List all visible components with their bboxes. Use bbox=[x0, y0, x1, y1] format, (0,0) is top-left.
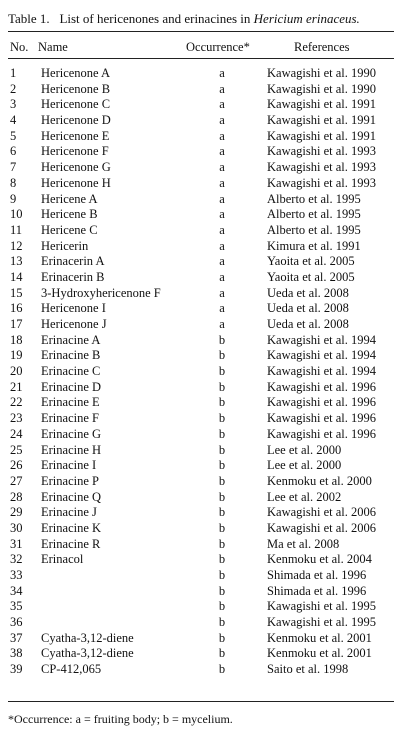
occurrence: a bbox=[219, 269, 225, 284]
occurrence: b bbox=[218, 442, 226, 457]
table-row bbox=[0, 474, 402, 490]
row-number: 1 bbox=[10, 66, 17, 80]
compound-name: Hericenone E bbox=[41, 128, 110, 143]
table-row bbox=[0, 364, 402, 380]
table-row bbox=[0, 662, 402, 678]
row-number: 13 bbox=[10, 254, 23, 269]
header-rule bbox=[8, 58, 394, 59]
row-number: 14 bbox=[10, 269, 23, 284]
footnote: *Occurrence: a = fruiting body; b = mycelium. bbox=[8, 712, 233, 726]
row-number: 29 bbox=[10, 505, 23, 520]
occurrence: b bbox=[218, 568, 226, 582]
compound-name: Erinacine B bbox=[41, 348, 101, 363]
reference: Kawagishi et al. 2006 bbox=[267, 520, 377, 535]
table-row bbox=[0, 66, 402, 82]
table-row bbox=[0, 646, 402, 662]
reference: Kawagishi et al. 1991 bbox=[267, 128, 377, 143]
reference: Kawagishi et al. 1995 bbox=[267, 599, 377, 614]
occurrence: b bbox=[218, 379, 226, 394]
table-row bbox=[0, 144, 402, 160]
row-number: 20 bbox=[10, 364, 23, 379]
occurrence: b bbox=[218, 411, 226, 426]
caption-species: Hericium erinaceus. bbox=[253, 11, 360, 26]
occurrence: b bbox=[218, 458, 226, 473]
compound-name: Erinacine P bbox=[41, 473, 99, 488]
table-row bbox=[0, 599, 402, 615]
row-number: 31 bbox=[10, 536, 23, 551]
reference: Shimada et al. 1996 bbox=[267, 568, 367, 582]
row-number: 7 bbox=[10, 160, 17, 175]
table-row bbox=[0, 427, 402, 443]
table-row bbox=[0, 552, 402, 568]
row-number: 6 bbox=[10, 144, 17, 159]
table-row bbox=[0, 395, 402, 411]
table-row bbox=[0, 301, 402, 317]
occurrence: b bbox=[218, 364, 226, 379]
row-number: 25 bbox=[10, 442, 23, 457]
reference: Kawagishi et al. 1991 bbox=[267, 97, 377, 112]
compound-name: Hericenone C bbox=[41, 97, 111, 112]
occurrence: a bbox=[219, 81, 225, 96]
row-number: 10 bbox=[10, 207, 23, 222]
table-body bbox=[0, 66, 402, 678]
table-row bbox=[0, 380, 402, 396]
caption-label: Table 1. bbox=[8, 11, 50, 26]
occurrence: a bbox=[219, 175, 225, 190]
occurrence: a bbox=[219, 113, 225, 128]
table-row bbox=[0, 160, 402, 176]
occurrence: a bbox=[219, 128, 225, 143]
row-number: 8 bbox=[10, 175, 17, 190]
occurrence: b bbox=[218, 646, 226, 661]
reference: Kawagishi et al. 1996 bbox=[267, 395, 377, 410]
reference: Ueda et al. 2008 bbox=[267, 317, 349, 331]
occurrence: b bbox=[218, 332, 226, 347]
row-number: 5 bbox=[10, 128, 17, 143]
compound-name: Erinacine Q bbox=[41, 489, 102, 504]
table-row bbox=[0, 443, 402, 459]
reference: Lee et al. 2002 bbox=[267, 489, 342, 504]
table-row bbox=[0, 207, 402, 223]
reference: Kawagishi et al. 1994 bbox=[267, 332, 377, 347]
table-row bbox=[0, 584, 402, 600]
table-row bbox=[0, 97, 402, 113]
occurrence: a bbox=[219, 222, 225, 237]
occurrence: a bbox=[219, 191, 225, 206]
compound-name: Hericenone F bbox=[41, 144, 109, 159]
table-row bbox=[0, 505, 402, 521]
row-number: 26 bbox=[10, 458, 23, 473]
compound-name: Erinacine C bbox=[41, 364, 101, 379]
table-row bbox=[0, 411, 402, 427]
compound-name: Hericenone A bbox=[41, 66, 111, 80]
occurrence: b bbox=[218, 348, 226, 363]
reference: Kenmoku et al. 2000 bbox=[267, 473, 372, 488]
compound-name: Erinacerin B bbox=[41, 269, 105, 284]
compound-name: Erinacol bbox=[41, 552, 84, 567]
reference: Alberto et al. 1995 bbox=[267, 191, 361, 206]
row-number: 11 bbox=[10, 222, 23, 237]
table-row bbox=[0, 192, 402, 208]
table-row bbox=[0, 615, 402, 631]
reference: Saito et al. 1998 bbox=[267, 662, 349, 677]
occurrence: b bbox=[218, 583, 226, 598]
compound-name: Cyatha-3,12-diene bbox=[41, 646, 134, 661]
occurrence: b bbox=[218, 520, 226, 535]
caption-text: List of hericenones and erinacines in bbox=[59, 11, 254, 26]
reference: Kawagishi et al. 1995 bbox=[267, 615, 377, 630]
row-number: 38 bbox=[10, 646, 23, 661]
row-number: 39 bbox=[10, 662, 23, 677]
compound-name: Erinacine D bbox=[41, 379, 102, 394]
table-row bbox=[0, 631, 402, 647]
occurrence: b bbox=[218, 599, 226, 614]
occurrence: a bbox=[219, 66, 225, 80]
occurrence: b bbox=[218, 426, 226, 441]
reference: Yaoita et al. 2005 bbox=[267, 254, 355, 269]
occurrence: a bbox=[219, 207, 225, 222]
compound-name: Hericerin bbox=[41, 238, 89, 253]
reference: Shimada et al. 1996 bbox=[267, 583, 367, 598]
occurrence: b bbox=[218, 395, 226, 410]
table-row bbox=[0, 286, 402, 302]
row-number: 4 bbox=[10, 113, 17, 128]
table-row bbox=[0, 568, 402, 584]
header-references: References bbox=[294, 40, 350, 54]
reference: Kenmoku et al. 2001 bbox=[267, 646, 372, 661]
compound-name: Erinacine G bbox=[41, 426, 102, 441]
occurrence: b bbox=[218, 630, 226, 645]
reference: Alberto et al. 1995 bbox=[267, 222, 361, 237]
row-number: 36 bbox=[10, 615, 23, 630]
compound-name: Erinacine F bbox=[41, 411, 99, 426]
reference: Kawagishi et al. 1994 bbox=[267, 348, 377, 363]
row-number: 3 bbox=[10, 97, 17, 112]
table-row bbox=[0, 537, 402, 553]
compound-name: Erinacine J bbox=[41, 505, 97, 520]
compound-name: Hericenone I bbox=[41, 301, 106, 316]
reference: Kenmoku et al. 2004 bbox=[267, 552, 372, 567]
row-number: 15 bbox=[10, 285, 23, 300]
top-rule bbox=[8, 31, 394, 32]
row-number: 23 bbox=[10, 411, 23, 426]
table-row bbox=[0, 490, 402, 506]
occurrence: a bbox=[219, 254, 225, 269]
reference: Kawagishi et al. 1996 bbox=[267, 379, 377, 394]
table-row bbox=[0, 129, 402, 145]
table-row bbox=[0, 239, 402, 255]
row-number: 35 bbox=[10, 599, 23, 614]
compound-name: Erinacine E bbox=[41, 395, 100, 410]
header-no: No. bbox=[10, 40, 29, 54]
row-number: 9 bbox=[10, 191, 17, 206]
occurrence: a bbox=[219, 301, 225, 316]
compound-name: Hericenone H bbox=[41, 175, 111, 190]
occurrence: b bbox=[218, 536, 226, 551]
occurrence: b bbox=[218, 505, 226, 520]
reference: Yaoita et al. 2005 bbox=[267, 269, 355, 284]
compound-name: Hericenone B bbox=[41, 81, 111, 96]
row-number: 32 bbox=[10, 552, 23, 567]
occurrence: a bbox=[219, 238, 225, 253]
reference: Kawagishi et al. 1993 bbox=[267, 144, 377, 159]
occurrence: a bbox=[219, 97, 225, 112]
table-row bbox=[0, 254, 402, 270]
reference: Ueda et al. 2008 bbox=[267, 285, 349, 300]
compound-name: Hericene B bbox=[41, 207, 98, 222]
reference: Alberto et al. 1995 bbox=[267, 207, 361, 222]
occurrence: b bbox=[218, 489, 226, 504]
compound-name: Hericenone D bbox=[41, 113, 111, 128]
reference: Lee et al. 2000 bbox=[267, 442, 342, 457]
reference: Kawagishi et al. 1990 bbox=[267, 81, 377, 96]
occurrence: a bbox=[219, 160, 225, 175]
occurrence: b bbox=[218, 552, 226, 567]
reference: Kimura et al. 1991 bbox=[267, 238, 361, 253]
table-row bbox=[0, 317, 402, 333]
reference: Kawagishi et al. 1996 bbox=[267, 426, 377, 441]
occurrence: a bbox=[219, 144, 225, 159]
occurrence: a bbox=[219, 285, 225, 300]
row-number: 24 bbox=[10, 426, 23, 441]
table-row bbox=[0, 521, 402, 537]
row-number: 16 bbox=[10, 301, 23, 316]
reference: Kawagishi et al. 1996 bbox=[267, 411, 377, 426]
occurrence: b bbox=[218, 662, 226, 677]
table-row bbox=[0, 176, 402, 192]
compound-name: Erinacine K bbox=[41, 520, 102, 535]
occurrence: b bbox=[218, 473, 226, 488]
table-row bbox=[0, 333, 402, 349]
reference: Kenmoku et al. 2001 bbox=[267, 630, 372, 645]
row-number: 33 bbox=[10, 568, 23, 582]
reference: Kawagishi et al. 1991 bbox=[267, 113, 377, 128]
compound-name: Cyatha-3,12-diene bbox=[41, 630, 134, 645]
table-row bbox=[0, 113, 402, 129]
compound-name: Erinacine R bbox=[41, 536, 101, 551]
reference: Kawagishi et al. 2006 bbox=[267, 505, 377, 520]
compound-name: Erinacine H bbox=[41, 442, 102, 457]
row-number: 37 bbox=[10, 630, 23, 645]
compound-name: Hericene C bbox=[41, 222, 98, 237]
row-number: 28 bbox=[10, 489, 23, 504]
reference: Kawagishi et al. 1993 bbox=[267, 175, 377, 190]
table-row bbox=[0, 82, 402, 98]
compound-name: Hericene A bbox=[41, 191, 98, 206]
reference: Kawagishi et al. 1994 bbox=[267, 364, 377, 379]
compound-name: 3-Hydroxyhericenone F bbox=[41, 285, 161, 300]
row-number: 17 bbox=[10, 317, 23, 331]
occurrence: b bbox=[218, 615, 226, 630]
row-number: 12 bbox=[10, 238, 23, 253]
table-caption bbox=[8, 11, 400, 27]
header-name: Name bbox=[38, 40, 68, 54]
reference: Ma et al. 2008 bbox=[267, 536, 340, 551]
table-row bbox=[0, 223, 402, 239]
compound-name: Erinacine A bbox=[41, 332, 101, 347]
row-number: 21 bbox=[10, 379, 23, 394]
compound-name: Hericenone J bbox=[41, 317, 107, 331]
table-row bbox=[0, 270, 402, 286]
bottom-rule bbox=[8, 701, 394, 702]
row-number: 2 bbox=[10, 81, 17, 96]
reference: Kawagishi et al. 1990 bbox=[267, 66, 377, 80]
occurrence: a bbox=[219, 317, 225, 331]
reference: Ueda et al. 2008 bbox=[267, 301, 349, 316]
reference: Kawagishi et al. 1993 bbox=[267, 160, 377, 175]
header-occurrence: Occurrence* bbox=[186, 40, 250, 54]
compound-name: Hericenone G bbox=[41, 160, 111, 175]
table-row bbox=[0, 348, 402, 364]
row-number: 34 bbox=[10, 583, 23, 598]
row-number: 27 bbox=[10, 473, 23, 488]
row-number: 19 bbox=[10, 348, 23, 363]
compound-name: CP-412,065 bbox=[41, 662, 102, 677]
row-number: 18 bbox=[10, 332, 23, 347]
compound-name: Erinacine I bbox=[41, 458, 97, 473]
reference: Lee et al. 2000 bbox=[267, 458, 342, 473]
row-number: 22 bbox=[10, 395, 23, 410]
row-number: 30 bbox=[10, 520, 23, 535]
table-row bbox=[0, 458, 402, 474]
compound-name: Erinacerin A bbox=[41, 254, 105, 269]
